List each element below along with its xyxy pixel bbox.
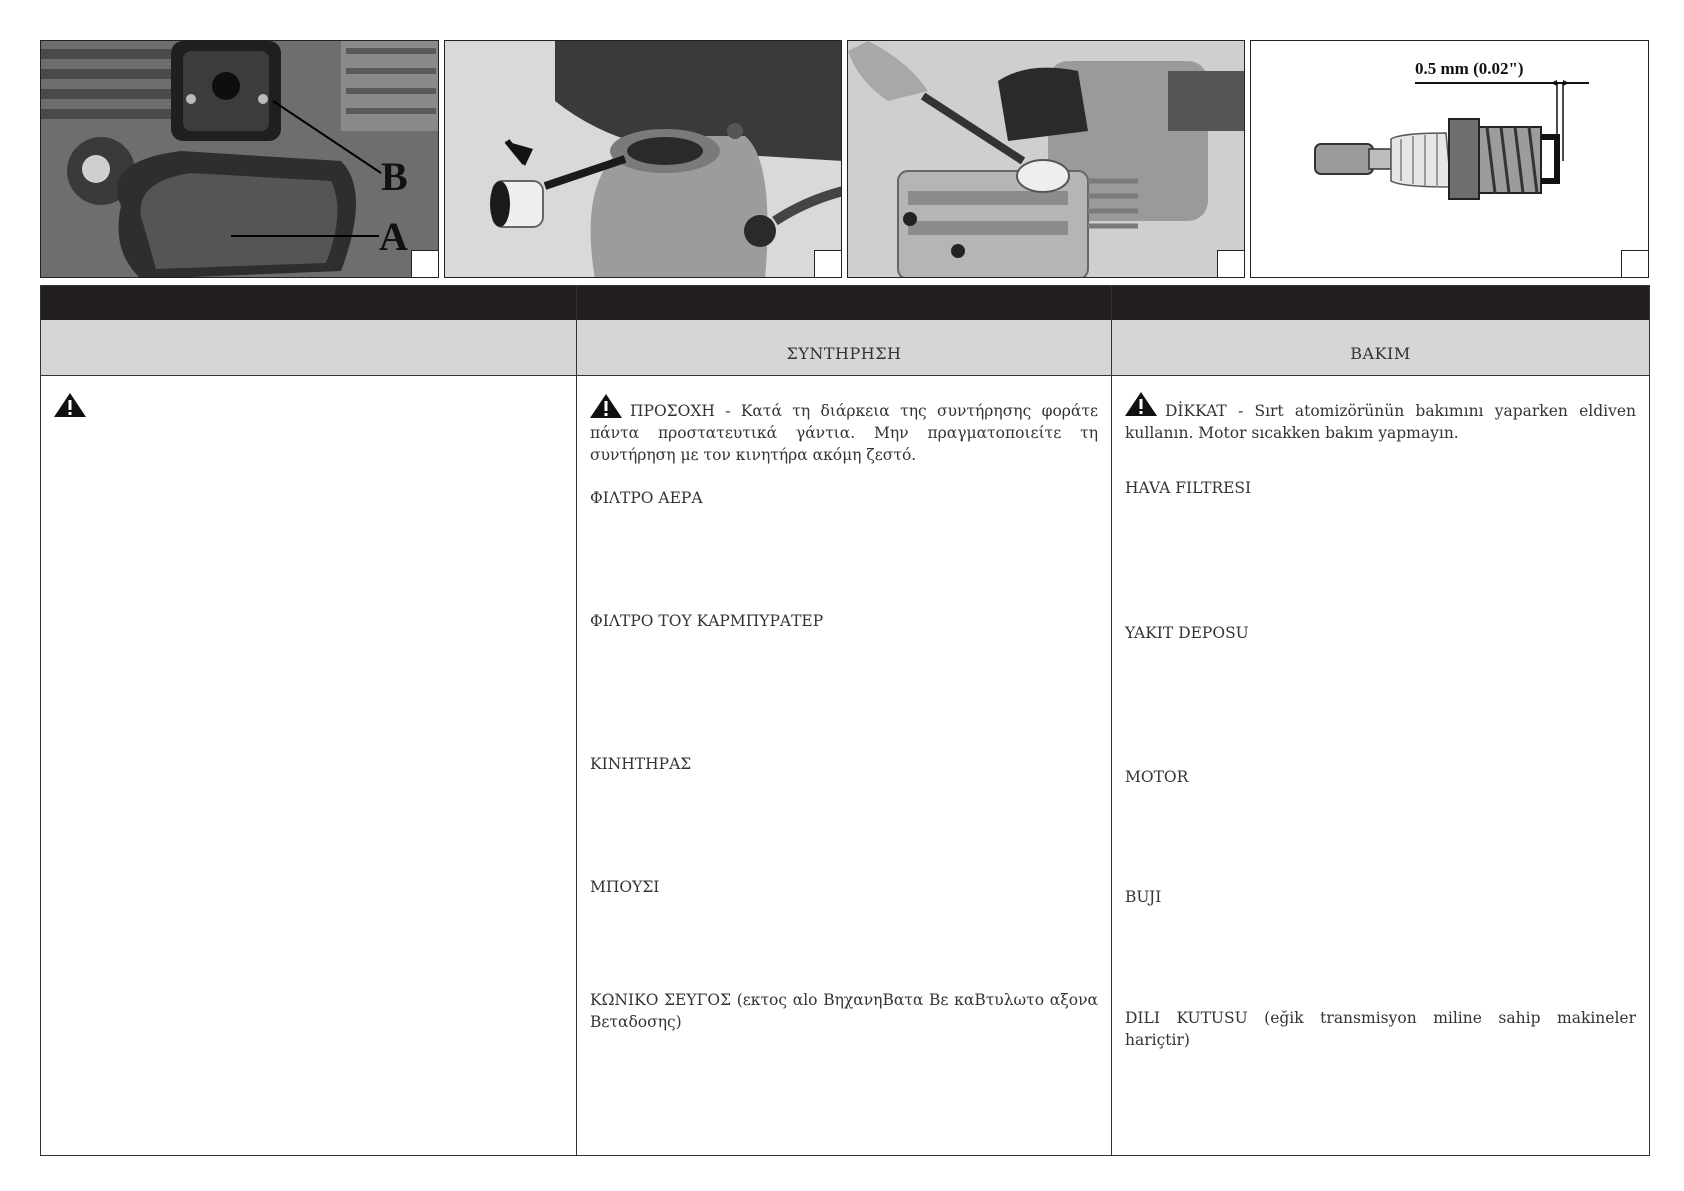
column-heading: ΣΥΝΤΗΡΗΣΗ <box>577 320 1111 376</box>
callout-a: A <box>379 214 408 259</box>
section-spark-plug: BUJI <box>1125 888 1162 906</box>
photo-fuel-filter <box>444 40 842 278</box>
column-header-bar <box>577 286 1111 320</box>
section-bevel-gear: ΚΩΝΙΚΟ ΣΕΥΓΟΣ (εκτος αlο ΒηχανηΒατα Βε καΒτυλωτο αξονα Βεταδοσης) <box>590 991 1098 1031</box>
column-header-bar <box>1112 286 1649 320</box>
figure-number-box <box>814 250 841 277</box>
photo-spark-plug <box>1250 40 1649 278</box>
section-spark-plug: ΜΠΟΥΣΙ <box>590 878 660 896</box>
column-header-bar <box>41 286 576 320</box>
section-engine: ΚΙΝΗΤΗΡΑΣ <box>590 755 692 773</box>
photo-engine-cleaning <box>847 40 1245 278</box>
figure-number-box <box>1217 250 1244 277</box>
gap-measurement-label: 0.5 mm (0.02") <box>1415 59 1524 78</box>
engine-cleaning-illustration <box>848 41 1245 278</box>
maintenance-table <box>40 285 1650 1156</box>
column-turkish <box>1112 286 1649 1155</box>
figure-number-box <box>1621 250 1648 277</box>
section-air-filter: HAVA FILTRESI <box>1125 479 1252 497</box>
column-heading: BAKIM <box>1112 320 1649 376</box>
fuel-filter-illustration <box>445 41 842 278</box>
section-engine: MOTOR <box>1125 768 1189 786</box>
column-1 <box>41 286 577 1155</box>
warning-text: DİKKAT - Sırt atomizörünün bakımını yaparken eldiven kullanın. Motor sıcakken bakım yapmayın. <box>1125 402 1636 442</box>
warning-icon <box>53 392 87 418</box>
figure-number-box <box>411 250 438 277</box>
section-air-filter: ΦΙΛΤΡΟ ΑΕΡΑ <box>590 489 703 507</box>
warning-text: ΠΡΟΣΟΧΗ - Κατά τη διάρκεια της συντήρησης φοράτε πάντα προστατευτικά γάντια. Μην πραγματοποιείτε τη συντήρηση με τον κινητήρα ακόμη ζεστό. <box>590 402 1098 464</box>
section-carburettor-filter: ΦΙΛΤΡΟ ΤΟΥ ΚΑΡΜΠΥΡΑΤΕΡ <box>590 612 824 630</box>
column-heading <box>41 320 576 376</box>
callout-b: B <box>381 154 408 199</box>
section-fuel-tank: YAKIT DEPOSU <box>1125 624 1249 642</box>
section-bevel-gear: DILI KUTUSU (eğik transmisyon miline sahip makineler hariçtir) <box>1125 1009 1636 1049</box>
photo-air-filter <box>40 40 439 278</box>
column-greek <box>577 286 1112 1155</box>
